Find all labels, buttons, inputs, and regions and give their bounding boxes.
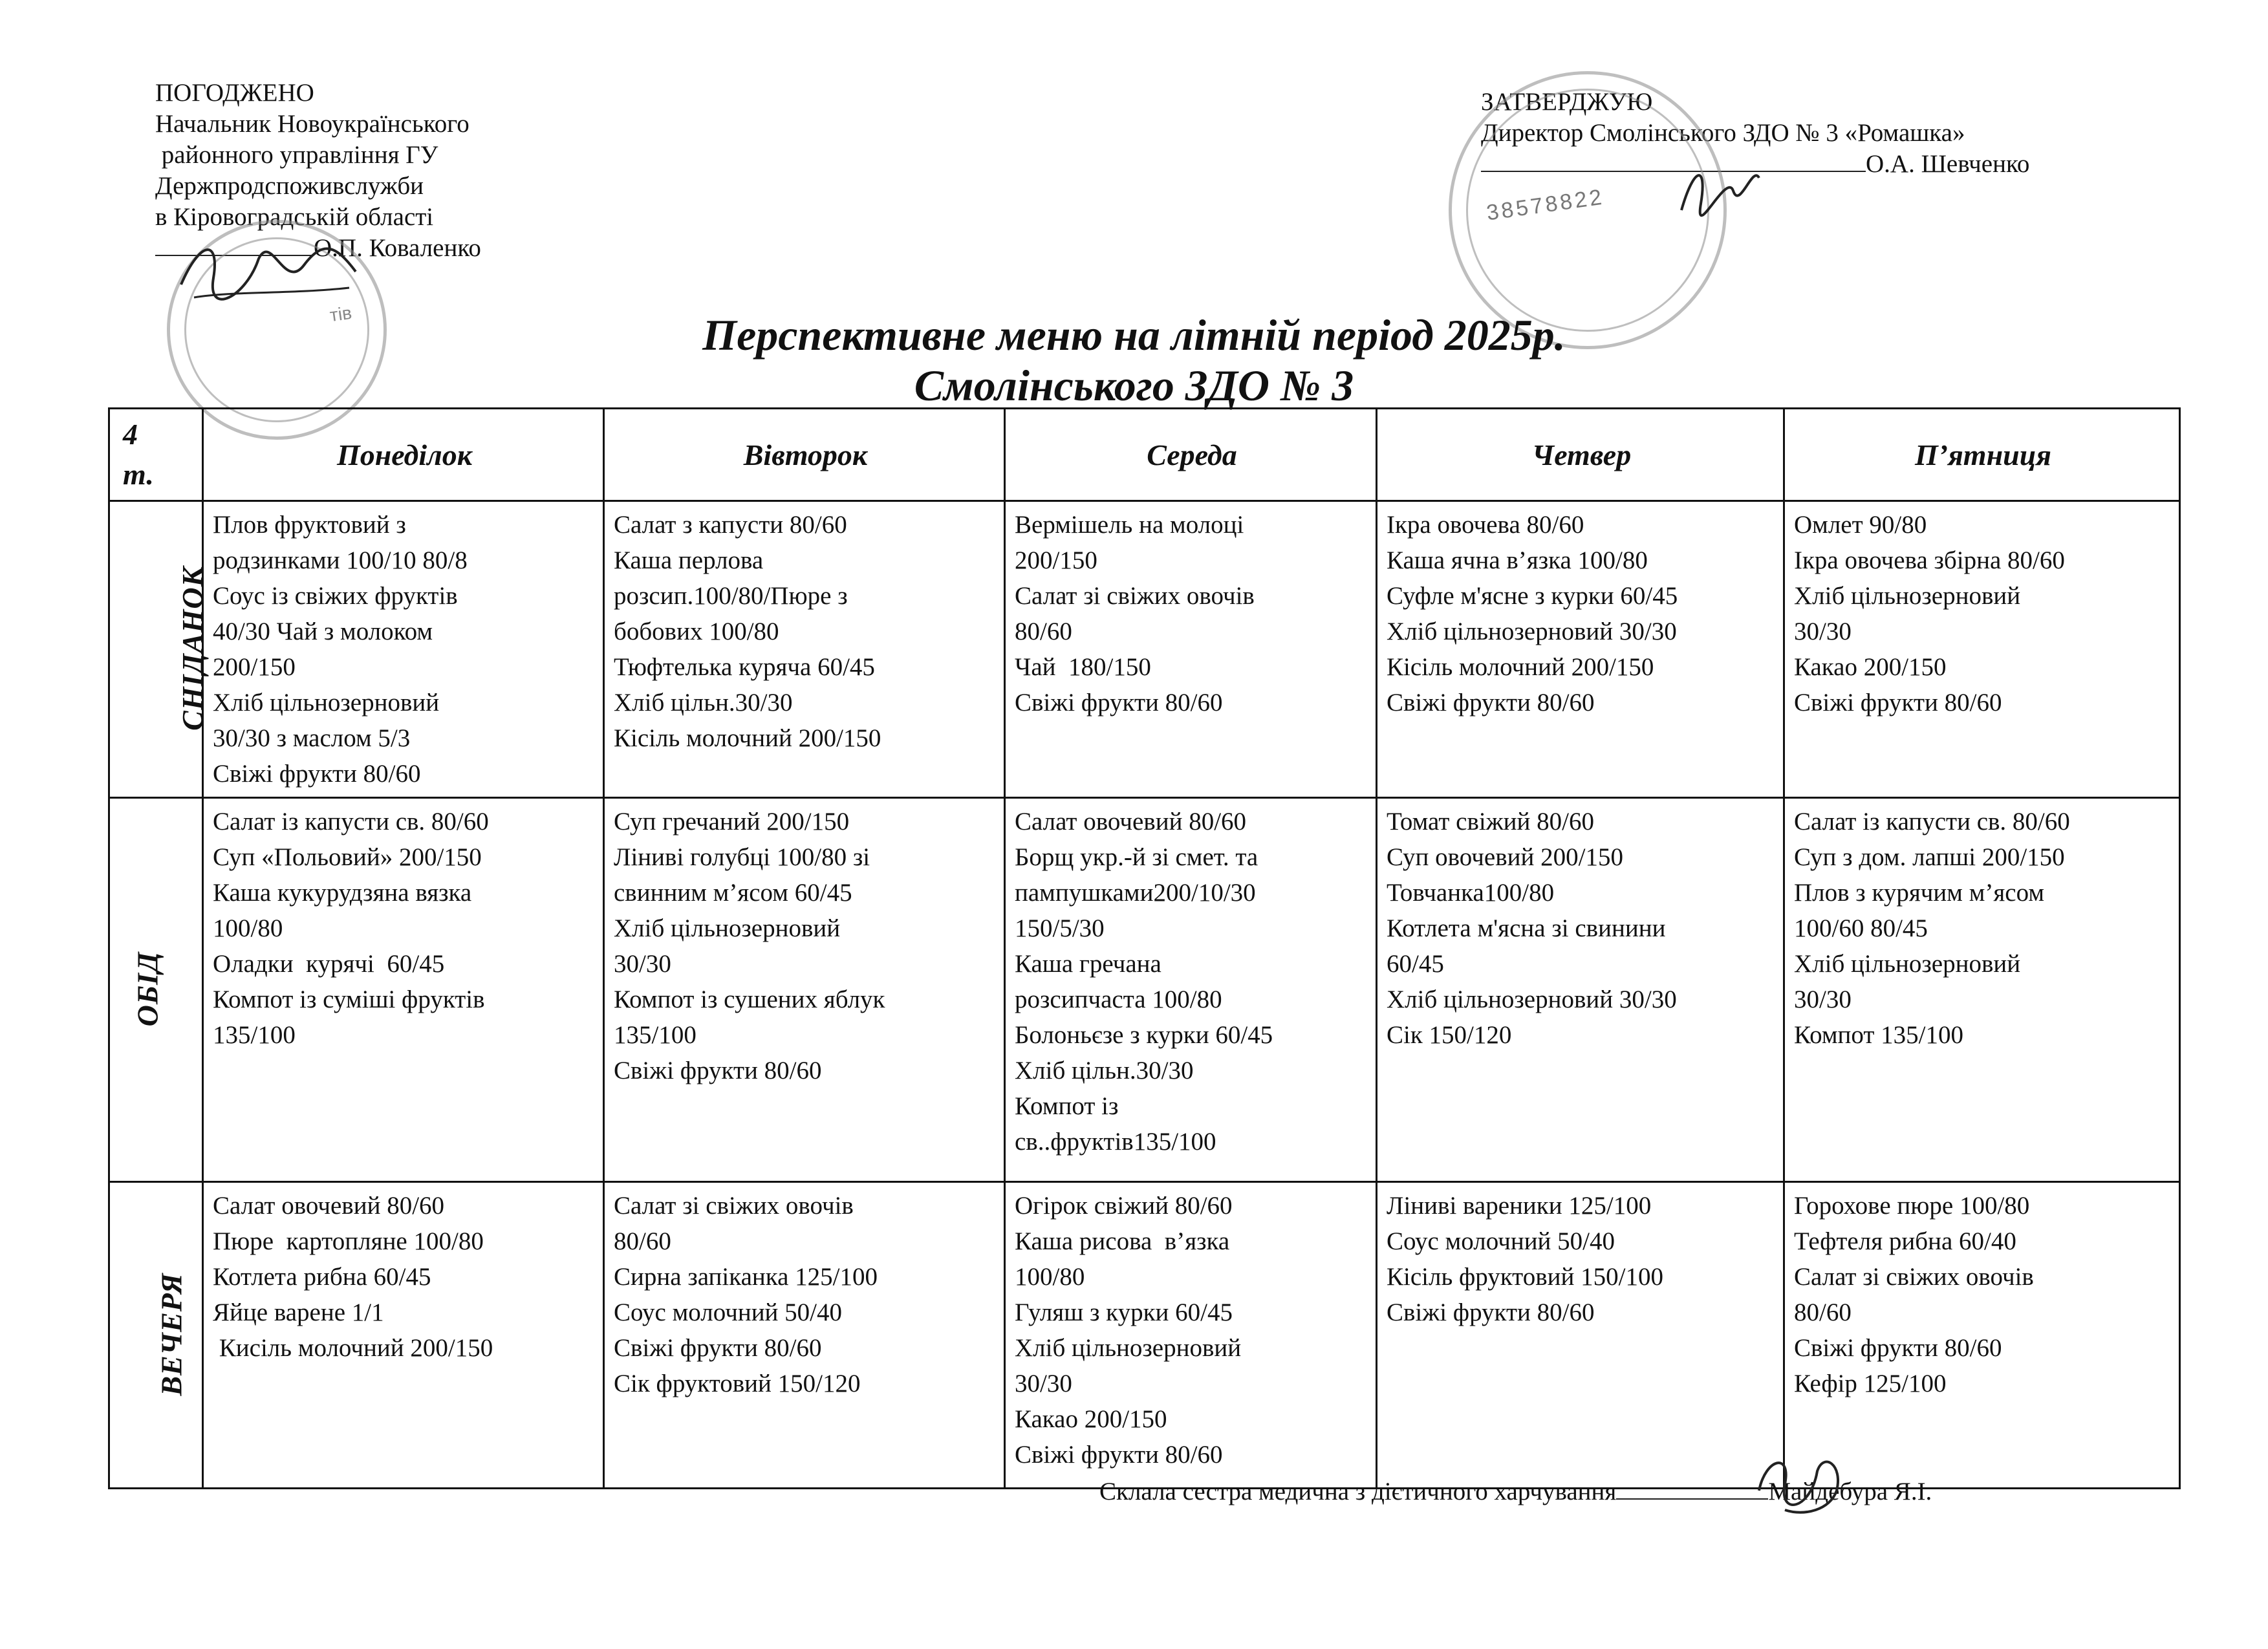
approval-heading: ПОГОДЖЕНО — [155, 79, 314, 107]
dish-line: розсип.100/80/Пюре з — [614, 582, 848, 610]
menu-cell — [1377, 798, 1784, 1182]
dish-line: Кісіль молочний 200/150 — [1387, 653, 1654, 681]
dish-line: Компот із сушених яблук — [614, 986, 885, 1013]
dish-line: Компот із суміші фруктів — [213, 986, 485, 1013]
dish-line: Чай 180/150 — [1015, 653, 1151, 681]
dish-line: Хліб цільнозерновий — [213, 689, 440, 717]
dish-line: Суфле м'ясне з курки 60/45 — [1387, 582, 1678, 610]
dish-line: Вермішель на молоці — [1015, 511, 1244, 539]
meal-label: ОБІД — [131, 951, 164, 1026]
day-header: Середа — [1005, 409, 1377, 501]
menu-body — [109, 501, 2180, 1489]
dish-line: Компот 135/100 — [1794, 1021, 1963, 1049]
dish-line: Свіжі фрукти 80/60 — [614, 1057, 822, 1084]
dish-line: Свіжі фрукти 80/60 — [1794, 689, 2002, 717]
dish-line: Огірок свіжий 80/60 — [1015, 1192, 1233, 1220]
menu-row — [109, 501, 2180, 798]
page-subtitle: Смолінського ЗДО № 3 — [914, 361, 1354, 410]
dish-line: Суп гречаний 200/150 — [614, 808, 850, 835]
dish-line: Салат овочевий 80/60 — [1015, 808, 1247, 835]
dish-line: Салат із капусти св. 80/60 — [1794, 808, 2070, 835]
dish-line: Свіжі фрукти 80/60 — [1015, 1441, 1223, 1469]
dish-line: Сік фруктовий 150/120 — [614, 1370, 861, 1397]
dish-line: Салат із капусти св. 80/60 — [213, 808, 489, 835]
dish-line: Салат зі свіжих овочів — [614, 1192, 854, 1220]
dish-line: Тюфтелька куряча 60/45 — [614, 653, 875, 681]
stamp-number: 38578822 — [1485, 184, 1606, 226]
dish-line: Свіжі фрукти 80/60 — [1387, 689, 1595, 717]
dish-line: Хліб цільнозерновий — [1015, 1334, 1242, 1362]
table-header-row — [109, 409, 2180, 501]
dish-line: Салат з капусти 80/60 — [614, 511, 847, 539]
dish-line: Плов фруктовий з — [213, 511, 406, 539]
signature-left-icon — [175, 233, 362, 310]
menu-cell — [1377, 1182, 1784, 1489]
dish-line: 80/60 — [1015, 618, 1072, 645]
dish-line: св..фруктів135/100 — [1015, 1128, 1216, 1156]
dish-line: Кісіль молочний 200/150 — [614, 724, 881, 752]
dish-line: Хліб цільнозерновий 30/30 — [1387, 618, 1677, 645]
dish-line: Тефтеля рибна 60/40 — [1794, 1227, 2016, 1255]
dish-line: Хліб цільн.30/30 — [614, 689, 793, 717]
dish-line: Горохове пюре 100/80 — [1794, 1192, 2030, 1220]
dish-line: 135/100 — [213, 1021, 296, 1049]
meal-label: ВЕЧЕРЯ — [155, 1272, 188, 1396]
dish-line: 200/150 — [213, 653, 296, 681]
dish-line: Соус молочний 50/40 — [1387, 1227, 1615, 1255]
dish-line: 30/30 — [1794, 618, 1852, 645]
dish-line: Сік 150/120 — [1387, 1021, 1512, 1049]
menu-cell — [604, 798, 1005, 1182]
approval-line: Директор Смолінського ЗДО № 3 «Ромашка» — [1481, 119, 1965, 147]
dish-line: 60/45 — [1387, 950, 1444, 978]
dish-line: 150/5/30 — [1015, 914, 1105, 942]
dish-line: Кефір 125/100 — [1794, 1370, 1947, 1397]
dish-line: Болоньєзе з курки 60/45 — [1015, 1021, 1273, 1049]
dish-line: 30/30 — [1794, 986, 1852, 1013]
dish-line: Котлета рибна 60/45 — [213, 1263, 431, 1291]
menu-cell — [1784, 501, 2180, 798]
day-header: Понеділок — [203, 409, 604, 501]
menu-cell — [1784, 1182, 2180, 1489]
dish-line: Суп «Польовий» 200/150 — [213, 843, 482, 871]
dish-line: Соус із свіжих фруктів — [213, 582, 458, 610]
menu-row — [109, 798, 2180, 1182]
menu-cell — [1005, 501, 1377, 798]
dish-line: Плов з курячим м’ясом — [1794, 879, 2045, 907]
meal-label: СНІДАНОК — [175, 566, 209, 731]
dish-line: Свіжі фрукти 80/60 — [1387, 1299, 1595, 1326]
dish-line: Ліниві голубці 100/80 зі — [614, 843, 870, 871]
day-header: П’ятниця — [1784, 409, 2180, 501]
approval-line: Начальник Новоукраїнського — [155, 110, 470, 138]
dish-line: Суп з дом. лапші 200/150 — [1794, 843, 2065, 871]
menu-cell — [604, 501, 1005, 798]
dish-line: Хліб цільнозерновий — [1794, 582, 2021, 610]
dish-line: Товчанка100/80 — [1387, 879, 1555, 907]
approval-heading: ЗАТВЕРДЖУЮ — [1481, 88, 1653, 116]
approval-line: Держпродспоживслужби — [155, 172, 424, 200]
dish-line: Свіжі фрукти 80/60 — [213, 760, 421, 788]
menu-row — [109, 1182, 2180, 1489]
dish-line: 200/150 — [1015, 546, 1097, 574]
dish-line: Кісіль фруктовий 150/100 — [1387, 1263, 1663, 1291]
dish-line: Салат зі свіжих овочів — [1794, 1263, 2034, 1291]
dish-line: 100/80 — [213, 914, 283, 942]
menu-cell — [203, 501, 604, 798]
dish-line: Каша кукурудзяна вязка — [213, 879, 472, 907]
dish-line: розсипчаста 100/80 — [1015, 986, 1222, 1013]
dish-line: бобових 100/80 — [614, 618, 779, 645]
dish-line: Кисіль молочний 200/150 — [213, 1334, 493, 1362]
week-header: 4 т. — [109, 409, 203, 501]
menu-cell — [1005, 798, 1377, 1182]
dish-line: Омлет 90/80 — [1794, 511, 1927, 539]
dish-line: 80/60 — [1794, 1299, 1852, 1326]
dish-line: Хліб цільнозерновий 30/30 — [1387, 986, 1677, 1013]
dish-line: Гуляш з курки 60/45 — [1015, 1299, 1233, 1326]
dish-line: 135/100 — [614, 1021, 697, 1049]
dish-line: Ікра овочева збірна 80/60 — [1794, 546, 2065, 574]
dish-line: Салат овочевий 80/60 — [213, 1192, 445, 1220]
menu-cell — [1377, 501, 1784, 798]
meal-label-cell — [109, 1182, 203, 1489]
dish-line: Какао 200/150 — [1794, 653, 1947, 681]
dish-line: Томат свіжий 80/60 — [1387, 808, 1594, 835]
approval-line: районного управління ГУ — [155, 141, 438, 169]
dish-line: Борщ укр.-й зі смет. та — [1015, 843, 1258, 871]
dish-line: Свіжі фрукти 80/60 — [1015, 689, 1223, 717]
menu-table — [108, 407, 2181, 1489]
dish-line: Каша ячна в’язка 100/80 — [1387, 546, 1648, 574]
day-header: Вівторок — [604, 409, 1005, 501]
menu-cell — [1784, 798, 2180, 1182]
dish-line: пампушками200/10/30 — [1015, 879, 1256, 907]
dish-line: Оладки курячі 60/45 — [213, 950, 445, 978]
compiled-by-signer: Майдебура Я.І. — [1768, 1478, 1932, 1505]
menu-cell — [203, 1182, 604, 1489]
dish-line: Каша рисова в’язка — [1015, 1227, 1230, 1255]
dish-line: Каша гречана — [1015, 950, 1161, 978]
dish-line: Свіжі фрукти 80/60 — [614, 1334, 822, 1362]
stamp-fragment: тів — [328, 302, 353, 326]
meal-label-cell — [109, 798, 203, 1182]
dish-line: Суп овочевий 200/150 — [1387, 843, 1623, 871]
meal-label-cell — [109, 501, 209, 798]
dish-line: Какао 200/150 — [1015, 1405, 1167, 1433]
approval-line: в Кіровоградській області — [155, 203, 434, 231]
compiled-by-label: Склала сестра медична з дієтичного харчування — [1099, 1478, 1617, 1505]
dish-line: Компот із — [1015, 1092, 1119, 1120]
dish-line: Каша перлова — [614, 546, 764, 574]
dish-line: Ліниві вареники 125/100 — [1387, 1192, 1652, 1220]
dish-line: Яйце варене 1/1 — [213, 1299, 384, 1326]
dish-line: 40/30 Чай з молоком — [213, 618, 433, 645]
dish-line: Сирна запіканка 125/100 — [614, 1263, 878, 1291]
dish-line: Свіжі фрукти 80/60 — [1794, 1334, 2002, 1362]
dish-line: 100/80 — [1015, 1263, 1085, 1291]
dish-line: Хліб цільнозерновий — [614, 914, 841, 942]
dish-line: 30/30 — [1015, 1370, 1072, 1397]
dish-line: свинним м’ясом 60/45 — [614, 879, 852, 907]
menu-cell — [1005, 1182, 1377, 1489]
day-header: Четвер — [1377, 409, 1784, 501]
dish-line: 100/60 80/45 — [1794, 914, 1928, 942]
dish-line: Котлета м'ясна зі свинини — [1387, 914, 1666, 942]
dish-line: Хліб цільн.30/30 — [1015, 1057, 1194, 1084]
dish-line: Хліб цільнозерновий — [1794, 950, 2021, 978]
dish-line: 80/60 — [614, 1227, 671, 1255]
dish-line: Ікра овочева 80/60 — [1387, 511, 1584, 539]
dish-line: Салат зі свіжих овочів — [1015, 582, 1255, 610]
page-title: Перспективне меню на літній період 2025р. — [702, 310, 1566, 360]
menu-cell — [604, 1182, 1005, 1489]
approval-signer: О.П. Коваленко — [314, 234, 481, 262]
dish-line: 30/30 з маслом 5/3 — [213, 724, 411, 752]
signature-bottom-icon — [1746, 1445, 1863, 1523]
dish-line: 30/30 — [614, 950, 671, 978]
signature-right-icon — [1669, 152, 1766, 223]
dish-line: Пюре картопляне 100/80 — [213, 1227, 484, 1255]
dish-line: Соус молочний 50/40 — [614, 1299, 843, 1326]
approval-signer: О.А. Шевченко — [1866, 150, 2030, 178]
dish-line: родзинками 100/10 80/8 — [213, 546, 468, 574]
menu-cell — [203, 798, 604, 1182]
